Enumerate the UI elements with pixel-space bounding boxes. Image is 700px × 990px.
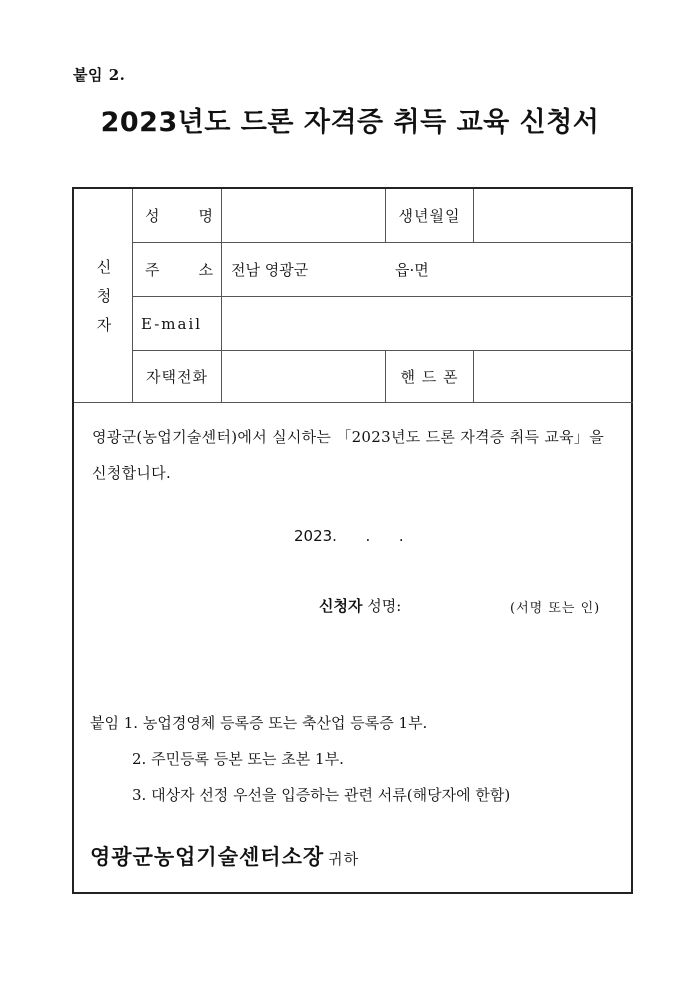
date-line: 2023. . . — [294, 527, 404, 545]
label-part: 주 — [145, 261, 160, 279]
attachments-list — [90, 705, 510, 813]
home-phone-field[interactable] — [222, 351, 385, 402]
signature-label: 성명: — [367, 597, 402, 615]
label-part: 성 — [145, 207, 160, 225]
section-char: 신 — [96, 257, 112, 276]
section-char: 자 — [96, 315, 112, 334]
recipient — [90, 841, 359, 871]
home-phone-label: 자택전화 — [146, 368, 208, 386]
attachment-item: 2. 주민등록 등본 또는 초본 1부. — [132, 750, 344, 768]
recipient-suffix: 귀하 — [328, 850, 360, 868]
application-form — [72, 187, 633, 894]
recipient-name: 영광군농업기술센터소장 — [90, 844, 325, 869]
address-label — [133, 243, 221, 296]
address-suffix: 읍·면 — [395, 261, 429, 279]
page-title: 2023년도 드론 자격증 취득 교육 신청서 — [100, 107, 600, 138]
signature-label-bold: 신청자 — [319, 597, 363, 615]
email-field[interactable] — [222, 297, 633, 350]
attachment-item: 3. 대상자 선정 우선을 입증하는 관련 서류(해당자에 한함) — [132, 786, 511, 804]
attachment-label: 붙임 2. — [73, 66, 126, 84]
mobile-phone-field[interactable] — [474, 351, 633, 402]
label-part: 소 — [198, 261, 213, 279]
attachment-item — [90, 705, 510, 741]
birthdate-field[interactable] — [474, 189, 633, 242]
signature-line — [319, 595, 401, 616]
mobile-phone-label: 핸 드 폰 — [400, 368, 459, 386]
address-prefix: 전남 영광군 — [231, 261, 309, 279]
applicant-section-label — [74, 189, 134, 403]
birthdate-label: 생년월일 — [398, 207, 461, 225]
signature-note: (서명 또는 인) — [510, 601, 601, 616]
attachment-text: 1. 농업경영체 등록증 또는 축산업 등록증 1부. — [123, 714, 428, 732]
label-part: 명 — [198, 207, 213, 225]
divider — [74, 402, 633, 403]
address-field[interactable] — [222, 243, 633, 296]
email-label: E-mail — [141, 314, 203, 333]
name-label — [133, 189, 221, 242]
attachments-prefix: 붙임 — [90, 714, 119, 732]
name-field[interactable] — [222, 189, 385, 242]
section-char: 청 — [96, 286, 112, 305]
application-statement: 영광군(농업기술센터)에서 실시하는 「2023년도 드론 자격증 취득 교육」을 신청합니다. — [92, 428, 605, 482]
